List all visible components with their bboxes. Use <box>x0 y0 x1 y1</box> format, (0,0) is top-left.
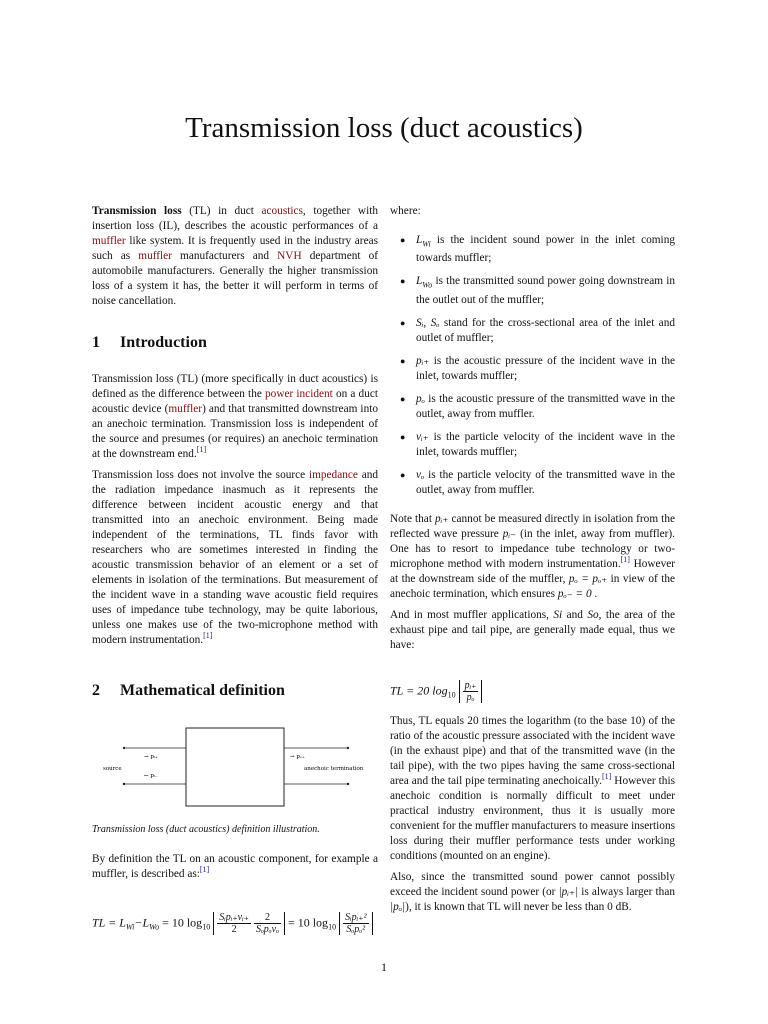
section-title: Introduction <box>120 334 207 351</box>
bullet-icon: ● <box>400 469 406 480</box>
text: on a duct acoustic device ( <box>92 388 379 415</box>
text: is always larger than <box>578 886 675 898</box>
bold-term: Transmission loss <box>92 205 182 217</box>
text: (in the inlet, away from muffler). One has to resort to impedance tube technology or two-microphone method with modern instrumentation. <box>390 527 675 570</box>
citation-link[interactable]: [1] <box>601 772 612 782</box>
label-anechoic: anechoic termination <box>304 766 364 772</box>
text: and <box>562 608 588 621</box>
text: ), it is known that TL will never be less than 0 dB. <box>405 901 632 913</box>
formula-abs <box>213 912 285 935</box>
bullet-icon: ● <box>400 393 406 404</box>
text: . <box>591 587 598 600</box>
formula-sub: Wi <box>125 922 135 932</box>
bullet-text: is the transmitted sound power going downstream in the outlet out of the muffler; <box>416 275 675 306</box>
link-acoustics[interactable]: acoustics <box>261 205 303 217</box>
citation-link[interactable]: [1] <box>203 631 213 641</box>
definition-figure <box>92 724 378 824</box>
where-label: where: <box>390 205 421 217</box>
bullet-text: is the particle velocity of the transmitted wave in the outlet, away from muffler. <box>416 468 675 496</box>
text: , the area of the exhaust pipe and tail pipe, are generally made equal, thus we have: <box>390 608 675 651</box>
formula-part: TL = L <box>92 915 126 930</box>
bullet-icon: ● <box>400 235 406 245</box>
frac-num: pᵢ₊ <box>464 680 477 691</box>
formula-sub: 10 <box>447 690 456 700</box>
section-heading-introduction <box>92 334 207 352</box>
formula-frac <box>343 912 368 935</box>
bullet-icon: ● <box>400 431 406 442</box>
math-symbol: pᵢ₊ <box>435 512 449 525</box>
link-muffler[interactable]: muffler <box>92 235 126 247</box>
symbol-list-item <box>390 430 675 460</box>
formula-frac <box>217 912 251 935</box>
frac-num: Sᵢpᵢ₊vᵢ₊ <box>219 912 249 923</box>
link-impedance[interactable]: impedance <box>308 469 358 481</box>
formula-part: = 10 log <box>284 915 329 930</box>
symbol-list-item <box>390 233 675 266</box>
frac-den: Sₒpₒ² <box>346 924 366 935</box>
math-symbol: pᵢ₋ <box>502 527 517 540</box>
thus-paragraph <box>390 714 675 864</box>
math-symbol: Si <box>553 608 563 621</box>
formula-abs <box>339 912 372 935</box>
text: However this anechoic condition is normally difficult to meet under practical industry environment, thus it is usually more convenient for the muffler manufacturers to measure insertions loss during their muffler performance tests under working conditions (mounted on an engine). <box>390 775 675 862</box>
symbol-list-item <box>390 316 675 346</box>
link-muffler-3[interactable]: muffler <box>168 403 203 415</box>
formula-abs <box>459 680 483 703</box>
text: cannot be measured directly in isolation from the reflected wave pressure <box>390 512 675 540</box>
definition-paragraph <box>92 852 378 888</box>
frac-den: 2 <box>231 924 237 935</box>
left-column <box>92 204 378 315</box>
formula-part: = 10 log <box>159 915 203 930</box>
intro-text: department of automobile manufacturers. Generally the higher transmission loss of a system it has, the better it will perform in terms of noise cancellation. <box>92 250 378 307</box>
note-paragraph <box>390 512 675 602</box>
text: ) and that transmitted downstream into an anechoic termination. Transmission loss is independent of the source and presumes (or requires) an anechoic termination at the downstream end. <box>92 403 379 460</box>
bullet-text: stand for the cross-sectional area of the inlet and outlet of muffler; <box>416 316 675 344</box>
section-title: Mathematical definition <box>120 682 285 699</box>
link-nvh[interactable]: NVH <box>277 250 302 262</box>
math-symbol: pₒ <box>416 392 425 405</box>
bullet-text: is the acoustic pressure of the incident wave in the inlet, towards muffler; <box>416 354 675 382</box>
frac-num: Sᵢpᵢ₊² <box>345 912 367 923</box>
label-po-plus: → pₒ₊ <box>290 754 305 760</box>
bullet-text: is the incident sound power in the inlet coming towards muffler; <box>416 234 675 265</box>
intro-text: , together with insertion loss (IL), describes the acoustic performances of a <box>92 205 379 232</box>
symbol-list-item <box>390 354 675 384</box>
muffler-box <box>186 728 284 806</box>
math-symbol: pᵢ₊ <box>416 354 430 367</box>
citation-link[interactable]: [1] <box>620 554 630 564</box>
label-pi-minus: ← pᵢ₋ <box>144 773 158 779</box>
math-subscript: Wo <box>422 280 433 290</box>
area-paragraph <box>390 608 675 653</box>
intro-p1 <box>92 372 378 462</box>
link-muffler-2[interactable]: muffler <box>138 250 172 262</box>
section-number: 2 <box>92 682 100 699</box>
label-source: source <box>103 766 122 772</box>
node-dot <box>123 783 125 785</box>
intro-text: (TL) in duct <box>181 205 262 217</box>
intro-text: like system. It is frequently used in the industry areas such as <box>92 235 378 262</box>
text: Transmission loss (TL) (more specifically in duct acoustics) is defined as the difference between the <box>92 373 378 400</box>
math-subscript: Wi <box>422 239 431 249</box>
math-symbol: |pᵢ₊| <box>558 886 579 898</box>
frac-num: 2 <box>254 912 281 924</box>
bullet-icon: ● <box>400 355 406 366</box>
def-text <box>92 852 378 882</box>
text: and the radiation impedance inasmuch as it represents the difference between incident acoustic energy and that transmitted into an anechoic environment. Being made independent of the terminations, TL finds favor with researchers who are sometimes interested in finding the acoustic transmission behavior of an element or a set of elements in isolation of the terminations. But measurement of the incident wave in a standing wave acoustic field requires uses of impedance tube technology, may be quite laborious, unless one makes use of the two-microphone method with modern instrumentation. <box>92 469 378 646</box>
formula-frac <box>463 680 479 703</box>
math-symbol: pₒ₋ = 0 <box>557 587 592 600</box>
citation-link[interactable]: [1] <box>199 865 210 875</box>
introduction-body <box>92 372 378 654</box>
intro-text: manufacturers and <box>171 250 278 262</box>
math-symbol: L <box>416 275 423 288</box>
math-symbol: vₒ <box>416 468 425 481</box>
text: Transmission loss does not involve the source <box>92 469 309 481</box>
tl-simplified-formula <box>390 680 482 703</box>
math-symbol: |pₒ| <box>390 901 406 913</box>
formula-frac <box>254 912 281 935</box>
text: By definition the TL on an acoustic component, for example a muffler, is described as: <box>92 853 378 880</box>
citation-link[interactable]: [1] <box>196 445 207 455</box>
link-power-incident[interactable]: power incident <box>265 388 333 400</box>
math-symbol: So <box>587 608 599 621</box>
bullet-text: is the particle velocity of the incident wave in the inlet, towards muffler; <box>416 430 675 458</box>
text: Note that <box>390 512 436 525</box>
frac-den: Sₒpₒvₒ <box>255 924 279 935</box>
intro-p2 <box>92 468 378 648</box>
symbol-list-item <box>390 274 675 307</box>
frac-den: pₒ <box>466 692 475 703</box>
symbol-list-item <box>390 468 675 498</box>
text: in view of the anechoic termination, which ensures <box>390 572 675 600</box>
also-paragraph <box>390 870 675 915</box>
tl-formula <box>92 912 373 935</box>
label-pi-plus: → pᵢ₊ <box>144 754 158 760</box>
symbol-list-item <box>390 392 675 422</box>
formula-sub: 10 <box>328 922 337 932</box>
math-symbol: vᵢ₊ <box>416 430 429 443</box>
node-dot <box>123 747 125 749</box>
math-symbol: L <box>416 234 423 246</box>
symbol-list <box>390 233 675 498</box>
formula-part: −L <box>134 915 150 930</box>
right-column-lower <box>390 714 675 921</box>
text: However at the downstream side of the muffler, <box>390 557 675 585</box>
page-title: Transmission loss (duct acoustics) <box>185 112 583 144</box>
formula-sub: Wo <box>149 922 160 932</box>
bullet-text: is the acoustic pressure of the transmitted wave in the outlet, away from muffler. <box>416 392 675 420</box>
page-number: 1 <box>381 960 387 974</box>
section-heading-math <box>92 682 285 700</box>
math-symbol: Sᵢ, Sₒ <box>416 316 440 329</box>
node-dot <box>347 783 349 785</box>
math-symbol: pₒ = pₒ₊ <box>568 572 608 585</box>
intro-paragraph <box>92 204 378 309</box>
formula-sub: 10 <box>202 922 211 932</box>
section-number: 1 <box>92 334 100 351</box>
bullet-icon: ● <box>400 317 406 328</box>
formula-part: TL = 20 log <box>390 683 448 698</box>
figure-caption: Transmission loss (duct acoustics) definition illustration. <box>92 824 320 835</box>
text: And in most muffler applications, <box>390 608 554 621</box>
text: Also, since the transmitted sound power cannot possibly exceed the incident sound power (or <box>390 871 675 898</box>
right-column <box>390 204 675 659</box>
text: Thus, TL equals 20 times the logarithm (to the base 10) of the ratio of the acoustic pressure associated with the incident wave (in the exhaust pipe) and that of the transmitted wave (in the tail pipe), with the two pipes having the same cross-sectional area and the tail pipe terminating anechoically. <box>390 715 675 787</box>
node-dot <box>347 747 349 749</box>
bullet-icon: ● <box>400 276 406 287</box>
